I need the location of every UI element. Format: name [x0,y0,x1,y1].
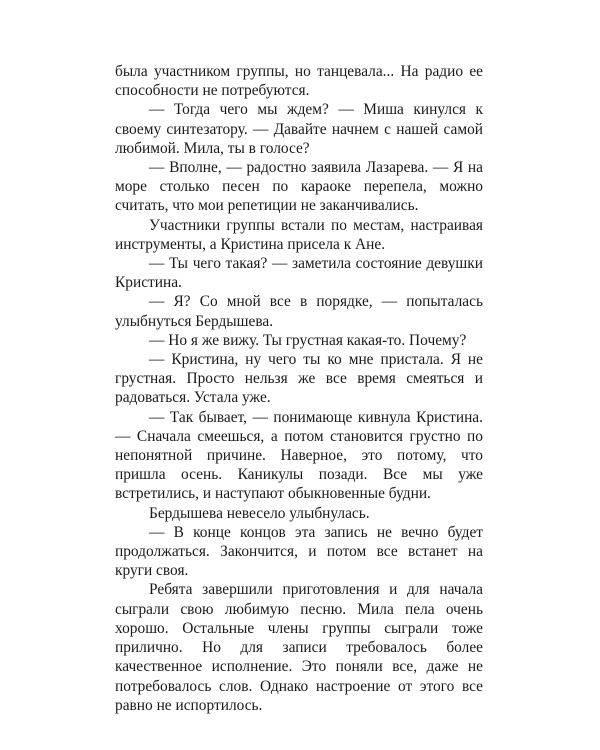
paragraph-11: — В конце концов эта запись не вечно будет продолжаться. Закончится, и потом все встанет на круги своя. [115,523,483,580]
paragraph-4: Участники группы встали по местам, настраивая инструменты, а Кристина присела к Ане. [115,216,483,253]
paragraph-7: — Но я же вижу. Ты грустная какая-то. Почему? [149,331,467,349]
paragraph-5: — Ты чего такая? — заметила состояние девушки Кристина. [115,255,483,292]
paragraph-3: — Вполне, — радостно заявила Лазарева. — Я на море столько песен по караоке перепела, можно считать, что мои репетиции не заканчивались. [115,159,483,215]
paragraph-9: — Так бывает, — понимающе кивнула Кристина. — Сначала смеешься, а потом становится грустно по непонятной причине. Наверное, это потому, что пришла осень. Каникулы позади. Все мы уже встретились, и наступают обыкновенные будни. [115,408,483,503]
paragraph-12: Ребята завершили приготовления и для начала сыграли свою любимую песню. Мила пела очень хорошо. Остальные члены группы сыграли тоже прилично. Но для записи требовалось более качественное исполнение. Это поняли все, даже не потребовалось слов. Однако настроение от этого все равно не испортилось. [115,581,483,714]
paragraph-2: — Тогда чего мы ждем? — Миша кинулся к своему синтезатору. — Давайте начнем с нашей самой любимой. Мила, ты в голосе? [115,101,483,157]
paragraph-6: — Я? Со мной все в порядке, — попыталась улыбнуться Бердышева. [115,293,483,330]
paragraph-8: — Кристина, ну чего ты ко мне пристала. Я не грустная. Просто нельзя же все время смеяться и радоваться. Устала уже. [115,351,483,407]
paragraph-1: была участником группы, но танцевала... На радио ее способности не потребуются. [115,63,483,100]
paragraph-10: Бердышева невесело улыбнулась. [149,504,370,522]
book-page-text [115,62,483,715]
